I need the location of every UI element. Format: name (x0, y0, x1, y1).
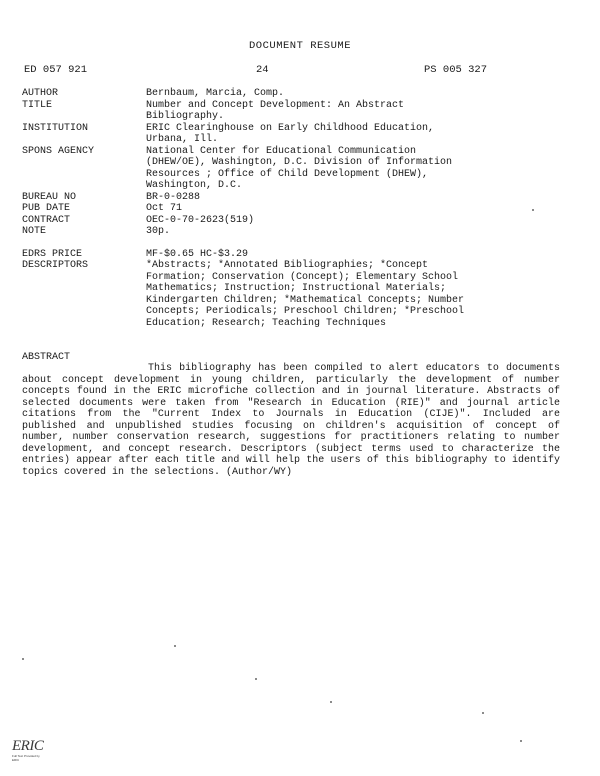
scan-speck (482, 712, 484, 714)
field-row (22, 226, 592, 238)
field-spacer (22, 238, 592, 249)
field-row (22, 260, 592, 329)
abstract-text: This bibliography has been compiled to alert educators to documents about concept development in young children, particularly the development of number concepts found in the ERIC microfiche collection and in journal literature. Abstracts of selected documents were taken from "Research in Education (RIE)" and journal article citations from the "Current Index to Journals in Education (CIJE)". Included are published and unpublished studies focusing on children's acquisition of concept of number, number conservation research, suggestions for practitioners relating to number development, and concept research. Descriptors (subject terms used to characterize the entries) appear after each title and will help the users of this bibliography to identify topics covered in the selections. (Author/WY) (22, 363, 560, 478)
field-value: *Abstracts; *Annotated Bibliographies; *Concept Formation; Conservation (Concept); Elementary School Mathematics; Instruction; Instructional Materials; Kindergarten Children; *Mathematical Concepts; Number Concepts; Periodicals; Preschool Children; *Preschool Education; Research; Teaching Techniques (146, 260, 465, 329)
field-label: CONTRACT (22, 214, 71, 226)
field-value: OEC-0-70-2623(519) (146, 214, 255, 226)
field-label: TITLE (22, 99, 53, 111)
metadata-fields (22, 88, 592, 329)
field-row (22, 215, 592, 227)
scan-speck (520, 740, 522, 742)
field-label: AUTHOR (22, 88, 59, 99)
scan-speck (22, 658, 24, 660)
field-value: Bernbaum, Marcia, Comp. (146, 88, 285, 99)
field-value: Number and Concept Development: An Abstract Bibliography. (146, 99, 405, 122)
field-value: National Center for Educational Communication (DHEW/OE), Washington, D.C. Division of Information Resources ; Office of Child Development (DHEW), Washington, D.C. (146, 145, 453, 191)
field-value: 30p. (146, 226, 171, 237)
eric-logo-subtext: Full Text Provided by ERIC (12, 754, 40, 762)
field-label: SPONS AGENCY (22, 145, 95, 157)
eric-logo-word: ERIC (12, 738, 44, 754)
field-label: NOTE (22, 226, 47, 237)
field-value: MF-$0.65 HC-$3.29 (146, 248, 249, 260)
field-row (22, 88, 592, 100)
field-row (22, 123, 592, 146)
document-title: DOCUMENT RESUME (248, 40, 351, 52)
scan-speck (255, 678, 257, 680)
field-row (22, 146, 592, 192)
field-row (22, 203, 592, 215)
ed-number: ED 057 921 (24, 64, 88, 76)
field-label: DESCRIPTORS (22, 260, 89, 271)
abstract-label: ABSTRACT (22, 352, 71, 363)
scan-speck (532, 209, 534, 211)
field-value: Oct 71 (146, 203, 183, 214)
scan-speck (330, 701, 332, 703)
field-label: BUREAU NO (22, 191, 77, 203)
eric-logo (12, 738, 44, 762)
ps-number: PS 005 327 (424, 64, 488, 76)
field-row (22, 249, 592, 261)
field-row (22, 192, 592, 204)
field-label: PUB DATE (22, 203, 71, 214)
field-value: BR-0-0288 (146, 191, 201, 203)
scan-speck (174, 645, 176, 647)
field-value: ERIC Clearinghouse on Early Childhood Education, Urbana, Ill. (146, 122, 435, 145)
field-label: EDRS PRICE (22, 248, 83, 260)
field-label: INSTITUTION (22, 122, 89, 134)
middle-code: 24 (256, 64, 269, 76)
field-row (22, 100, 592, 123)
